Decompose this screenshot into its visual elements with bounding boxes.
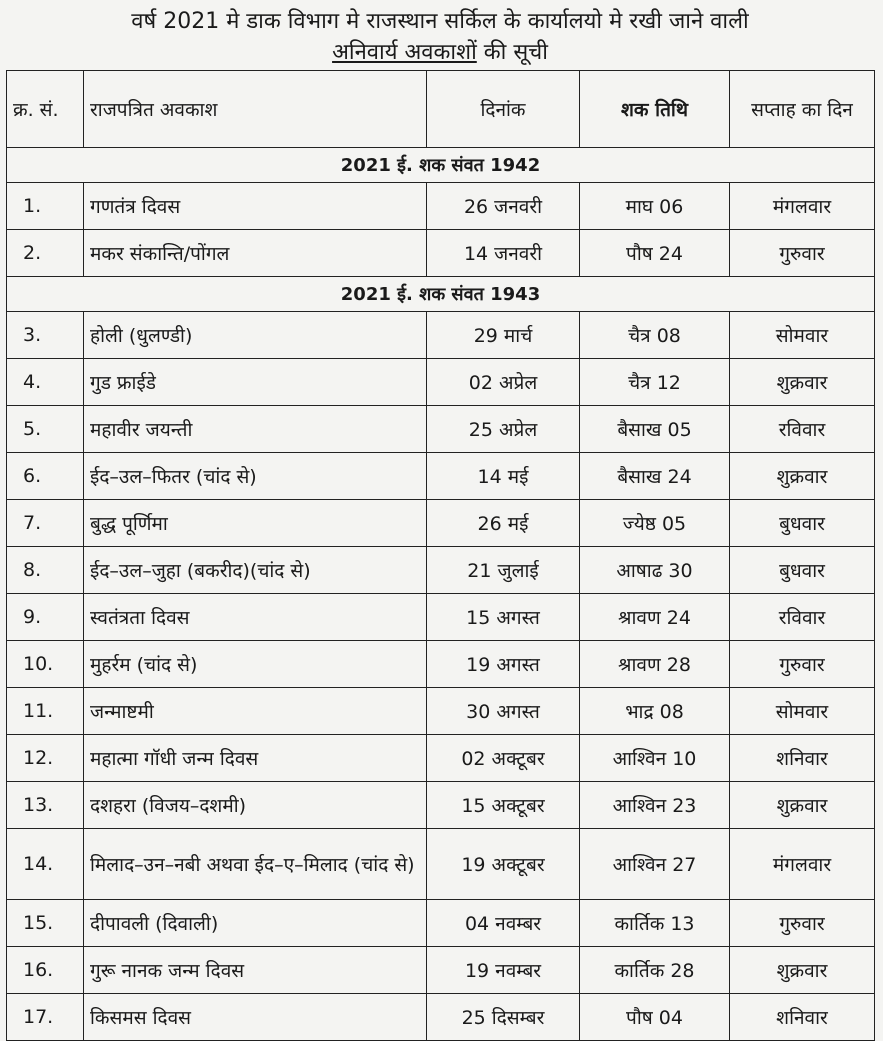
- saka-date-cell: पौष 04: [580, 994, 730, 1041]
- saka-date-cell: आश्विन 10: [580, 735, 730, 782]
- serial-cell: 2.: [7, 230, 84, 277]
- date-cell: 25 अप्रेल: [427, 406, 580, 453]
- saka-date-cell: पौष 24: [580, 230, 730, 277]
- saka-date-cell: कार्तिक 28: [580, 947, 730, 994]
- holiday-name-cell: गुरू नानक जन्म दिवस: [84, 947, 427, 994]
- table-row: [7, 994, 875, 1041]
- saka-date-cell: श्रावण 28: [580, 641, 730, 688]
- table-row: [7, 500, 875, 547]
- date-cell: 19 अगस्त: [427, 641, 580, 688]
- weekday-cell: गुरुवार: [730, 641, 875, 688]
- section-label: 2021 ई. शक संवत 1942: [7, 148, 875, 183]
- saka-date-cell: आषाढ 30: [580, 547, 730, 594]
- title-rest: की सूची: [476, 40, 548, 65]
- date-cell: 15 अक्टूबर: [427, 782, 580, 829]
- holiday-name-cell: मकर संकान्ति/पोंगल: [84, 230, 427, 277]
- serial-cell: 6.: [7, 453, 84, 500]
- date-cell: 14 मई: [427, 453, 580, 500]
- table-row: [7, 947, 875, 994]
- document-title: [6, 4, 874, 68]
- title-line-2: [6, 37, 874, 68]
- table-row: [7, 782, 875, 829]
- title-underlined: अनिवार्य अवकाशों: [332, 40, 477, 65]
- holiday-name-cell: बुद्ध पूर्णिमा: [84, 500, 427, 547]
- weekday-cell: मंगलवार: [730, 183, 875, 230]
- table-row: [7, 312, 875, 359]
- header-holiday: राजपत्रित अवकाश: [84, 71, 427, 148]
- weekday-cell: शनिवार: [730, 735, 875, 782]
- table-row: [7, 547, 875, 594]
- holiday-name-cell: जन्माष्टमी: [84, 688, 427, 735]
- weekday-cell: गुरुवार: [730, 230, 875, 277]
- table-row: [7, 230, 875, 277]
- serial-cell: 11.: [7, 688, 84, 735]
- saka-date-cell: बैसाख 05: [580, 406, 730, 453]
- serial-cell: 3.: [7, 312, 84, 359]
- saka-date-cell: आश्विन 27: [580, 829, 730, 900]
- serial-cell: 13.: [7, 782, 84, 829]
- serial-cell: 7.: [7, 500, 84, 547]
- serial-cell: 10.: [7, 641, 84, 688]
- serial-cell: 15.: [7, 900, 84, 947]
- saka-date-cell: भाद्र 08: [580, 688, 730, 735]
- serial-cell: 9.: [7, 594, 84, 641]
- saka-date-cell: कार्तिक 13: [580, 900, 730, 947]
- section-row: [7, 148, 875, 183]
- serial-cell: 4.: [7, 359, 84, 406]
- date-cell: 21 जुलाई: [427, 547, 580, 594]
- table-row: [7, 735, 875, 782]
- holiday-name-cell: स्वतंत्रता दिवस: [84, 594, 427, 641]
- section-row: [7, 277, 875, 312]
- holiday-name-cell: महात्मा गॉधी जन्म दिवस: [84, 735, 427, 782]
- table-body: [7, 148, 875, 1041]
- serial-cell: 14.: [7, 829, 84, 900]
- holiday-name-cell: दशहरा (विजय–दशमी): [84, 782, 427, 829]
- holiday-name-cell: ईद–उल–फितर (चांद से): [84, 453, 427, 500]
- saka-date-cell: माघ 06: [580, 183, 730, 230]
- holiday-document: [6, 4, 874, 1041]
- saka-date-cell: बैसाख 24: [580, 453, 730, 500]
- date-cell: 29 मार्च: [427, 312, 580, 359]
- table-row: [7, 406, 875, 453]
- weekday-cell: सोमवार: [730, 688, 875, 735]
- weekday-cell: शुक्रवार: [730, 947, 875, 994]
- serial-cell: 8.: [7, 547, 84, 594]
- saka-date-cell: श्रावण 24: [580, 594, 730, 641]
- holiday-table: [6, 70, 875, 1041]
- weekday-cell: बुधवार: [730, 547, 875, 594]
- table-row: [7, 453, 875, 500]
- header-date: दिनांक: [427, 71, 580, 148]
- date-cell: 04 नवम्बर: [427, 900, 580, 947]
- date-cell: 30 अगस्त: [427, 688, 580, 735]
- saka-date-cell: चैत्र 08: [580, 312, 730, 359]
- weekday-cell: शुक्रवार: [730, 359, 875, 406]
- date-cell: 19 नवम्बर: [427, 947, 580, 994]
- saka-date-cell: ज्येष्ठ 05: [580, 500, 730, 547]
- header-saka-date: शक तिथि: [580, 71, 730, 148]
- holiday-name-cell: दीपावली (दिवाली): [84, 900, 427, 947]
- weekday-cell: रविवार: [730, 406, 875, 453]
- date-cell: 15 अगस्त: [427, 594, 580, 641]
- holiday-name-cell: मिलाद–उन–नबी अथवा ईद–ए–मिलाद (चांद से): [84, 829, 427, 900]
- holiday-name-cell: ईद–उल–जुहा (बकरीद)(चांद से): [84, 547, 427, 594]
- section-label: 2021 ई. शक संवत 1943: [7, 277, 875, 312]
- weekday-cell: मंगलवार: [730, 829, 875, 900]
- saka-date-cell: आश्विन 23: [580, 782, 730, 829]
- date-cell: 26 मई: [427, 500, 580, 547]
- holiday-name-cell: मुहर्रम (चांद से): [84, 641, 427, 688]
- date-cell: 02 अप्रेल: [427, 359, 580, 406]
- saka-date-cell: चैत्र 12: [580, 359, 730, 406]
- holiday-name-cell: किसमस दिवस: [84, 994, 427, 1041]
- table-row: [7, 688, 875, 735]
- header-weekday: सप्ताह का दिन: [730, 71, 875, 148]
- serial-cell: 16.: [7, 947, 84, 994]
- table-row: [7, 900, 875, 947]
- weekday-cell: शुक्रवार: [730, 782, 875, 829]
- serial-cell: 1.: [7, 183, 84, 230]
- weekday-cell: गुरुवार: [730, 900, 875, 947]
- header-serial: क्र. सं.: [7, 71, 84, 148]
- serial-cell: 12.: [7, 735, 84, 782]
- table-row: [7, 829, 875, 900]
- weekday-cell: शनिवार: [730, 994, 875, 1041]
- serial-cell: 17.: [7, 994, 84, 1041]
- date-cell: 14 जनवरी: [427, 230, 580, 277]
- title-line-1: वर्ष 2021 मे डाक विभाग मे राजस्थान सर्किल के कार्यालयो मे रखी जाने वाली: [131, 9, 749, 34]
- date-cell: 26 जनवरी: [427, 183, 580, 230]
- holiday-name-cell: गुड फ्राईडे: [84, 359, 427, 406]
- serial-cell: 5.: [7, 406, 84, 453]
- weekday-cell: शुक्रवार: [730, 453, 875, 500]
- date-cell: 02 अक्टूबर: [427, 735, 580, 782]
- table-row: [7, 183, 875, 230]
- date-cell: 25 दिसम्बर: [427, 994, 580, 1041]
- date-cell: 19 अक्टूबर: [427, 829, 580, 900]
- holiday-name-cell: गणतंत्र दिवस: [84, 183, 427, 230]
- table-row: [7, 641, 875, 688]
- weekday-cell: रविवार: [730, 594, 875, 641]
- holiday-name-cell: महावीर जयन्ती: [84, 406, 427, 453]
- weekday-cell: बुधवार: [730, 500, 875, 547]
- table-row: [7, 594, 875, 641]
- table-row: [7, 359, 875, 406]
- weekday-cell: सोमवार: [730, 312, 875, 359]
- header-row: [7, 71, 875, 148]
- holiday-name-cell: होली (धुलण्डी): [84, 312, 427, 359]
